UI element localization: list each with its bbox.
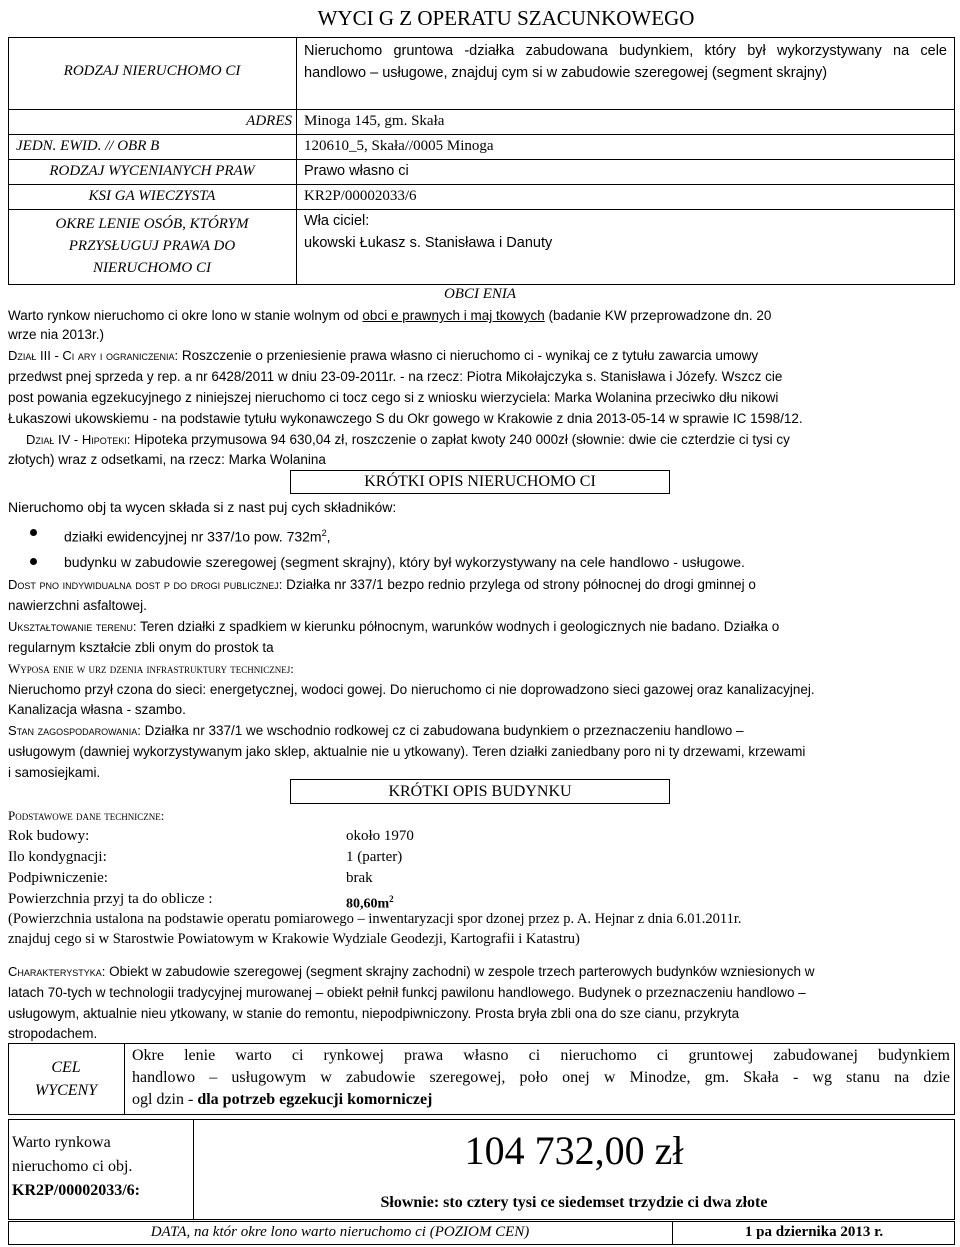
wartosc-slownie: Słownie: sto cztery tysi ce siedemset trzydzie ci dwa złote <box>380 1194 768 1211</box>
label-adres: ADRES <box>246 113 292 129</box>
section-title-opis-nieruchomosci: KRÓTKI OPIS NIERUCHOMO CI <box>290 470 670 494</box>
label-ksiega-wieczysta: KSI GA WIECZYSTA <box>88 188 216 204</box>
dzial-3-line-2: przedwst pnej sprzeda y rep. a nr 6428/2011 w dniu 23-09-2011r. - na rzecz: Piotra Mikołajczyka s. Stanisława i Józefy. Wszcz cie <box>8 369 783 384</box>
opis-nieruchomosci-item-2: budynku w zabudowie szeregowej (segment skrajny), który był wykorzystywany na cele handlowo - usługowe. <box>64 554 745 570</box>
charakterystyka-label: Charakterystyka: <box>8 964 106 979</box>
section-title-obciazenia: OBCI ENIA <box>443 286 517 302</box>
value-adres: Minoga 145, gm. Skała <box>304 113 445 129</box>
dane-rok-budowy-key: Rok budowy: <box>8 828 90 844</box>
value-wlasciciel-label: Wła ciciel: <box>304 213 370 229</box>
dzial-3-line-3: post powania egzekucyjnego z niniejszej nieruchomo ci tocz cego si z wniosku wierzyciela: Marka Wolanina przeciwko dłu nikowi <box>8 390 779 405</box>
dzial-4-line-2: złotych) wraz z odsetkami, na rzecz: Marka Wolanina <box>8 452 326 467</box>
value-wlasciciel: ukowski Łukasz s. Stanisława i Danuty <box>304 235 553 251</box>
powierzchnia-note-1: (Powierzchnia ustalona na podstawie operatu pomiarowego – inwentaryzacji spor dzonej przez p. A. Hejnar z dnia 6.01.2011r. <box>8 911 742 927</box>
dzial-4-label: Dział IV - Hipoteki: <box>26 432 131 447</box>
obciazenia-text-2: wrze nia 2013r.) <box>8 327 105 342</box>
charakterystyka-line-4: stropodachem. <box>8 1026 98 1041</box>
section-title-opis-budynku: KRÓTKI OPIS BUDYNKU <box>290 779 670 804</box>
dzial-4-line-1: Dział IV - Hipoteki: Hipoteka przymusowa 94 630,04 zł, roszczenie o zapłat kwoty 240 000zł (słownie: dwie cie czterdzie ci tysi cy <box>26 432 790 447</box>
dzial-3-line-4: Łukaszowi ukowskiemu - na podstawie tytułu wykonawczego S du Okr gowego w Krakowie z dnia 2013-05-14 w sprawie IC 1598/12. <box>8 411 803 426</box>
uksztaltowanie-label: Ukształtowanie terenu: <box>8 619 137 634</box>
bullet-icon <box>30 558 37 565</box>
dostepnosc-line-1: Dost pno indywidualna dost p do drogi publicznej: Działka nr 337/1 bezpo rednio przylega od strony północnej do drogi gminnej o <box>8 577 756 592</box>
dzial-3-label: Dział III - Ci ary i ograniczenia: <box>8 348 179 363</box>
cel-wyceny-label: CEL WYCENY <box>34 1059 98 1099</box>
value-ksiega-wieczysta: KR2P/00002033/6 <box>304 188 417 204</box>
footer-label: DATA, na któr okre lono warto nieruchomo ci (POZIOM CEN) <box>150 1224 530 1240</box>
bullet-icon <box>30 529 37 536</box>
info-table <box>8 37 955 285</box>
cel-wyceny-text: Okre lenie warto ci rynkowej prawa własno ci nieruchomo ci gruntowej zabudowanej budynkiem handlowo – usługowym w zabudowie szeregowej, poło onej w Minodze, gm. Skała - wg stanu na dzie ogl dzin - dla potrzeb egzekucji komorniczej <box>132 1047 950 1108</box>
wartosc-value: 104 732,00 zł <box>464 1128 684 1173</box>
dane-techniczne-label: Podstawowe dane techniczne: <box>8 808 165 823</box>
dane-podpiwniczenie-value: brak <box>346 870 373 886</box>
charakterystyka-line-3: usługowym, aktualnie nieu ytkowany, w stanie do remontu, niepodpiwniczony. Prosta bryła zbli ona do sze cianu, przykryta <box>8 1006 740 1021</box>
stan-line-3: i samosiejkami. <box>8 765 101 780</box>
value-rodzaj-nieruchomosci: Nieruchomo gruntowa -działka zabudowana budynkiem, który był wykorzystywany na cele handlowo – usługowe, znajduj cym si w zabudowie szeregowej (segment skrajny) <box>304 43 947 81</box>
wartosc-label: Warto rynkowa nieruchomo ci obj. KR2P/00002033/6: <box>12 1134 140 1199</box>
charakterystyka-line-2: latach 70-tych w technologii tradycyjnej murowanej – obiekt pełnił funkcj pawilonu handlowego. Budynek o przeznaczeniu handlowo – <box>8 985 806 1000</box>
document-title: WYCI G Z OPERATU SZACUNKOWEGO <box>317 6 695 30</box>
stan-label: Stan zagospodarowania: <box>8 723 141 738</box>
dane-rok-budowy-value: około 1970 <box>346 828 414 844</box>
dane-powierzchnia-value: $80,60m^2$ <box>346 894 394 912</box>
uksztaltowanie-line-1: Ukształtowanie terenu: Teren działki z spadkiem w kierunku północnym, warunków wodnych i geologicznych nie badano. Działka o <box>8 619 780 634</box>
dane-kondygnacje-value: 1 (parter) <box>346 849 403 865</box>
wyposazenie-label: Wyposa enie w urz dzenia infrastruktury technicznej: <box>8 661 294 676</box>
dzial-3-line-1: Dział III - Ci ary i ograniczenia: Roszczenie o przeniesienie prawa własno ci nieruchomo ci - wynikaj ce z tytułu zawarcia umowy <box>8 348 759 363</box>
dane-powierzchnia-key: Powierzchnia przyj ta do oblicze : <box>8 891 213 907</box>
wyposazenie-line-2: Kanalizacja własna - szambo. <box>8 702 186 717</box>
dane-kondygnacje-key: Ilo kondygnacji: <box>8 849 107 865</box>
value-rodzaj-praw: Prawo własno ci <box>304 163 409 179</box>
label-osoby-prawa: OKRE LENIE OSÓB, KTÓRYM PRZYSŁUGUJ PRAWA DO NIERUCHOMO CI <box>55 216 249 276</box>
powierzchnia-note-2: znajduj cego si w Starostwie Powiatowym w Krakowie Wydziale Geodezji, Kartografii i Katastru) <box>8 931 580 947</box>
dostepnosc-label: Dost pno indywidualna dost p do drogi publicznej: <box>8 577 283 592</box>
dostepnosc-line-2: nawierzchni asfaltowej. <box>8 598 147 613</box>
label-rodzaj-praw: RODZAJ WYCENIANYCH PRAW <box>49 163 255 179</box>
dane-podpiwniczenie-key: Podpiwniczenie: <box>8 870 108 886</box>
stan-line-2: usługowym (dawniej wykorzystywanym jako sklep, aktualnie nie u ytkowany). Teren działki zaniedbany poro ni ty drzewami, krzewami <box>8 744 806 759</box>
uksztaltowanie-line-2: regularnym kształcie zbli onym do prostok ta <box>8 640 274 655</box>
wyposazenie-line-1: Nieruchomo przył czona do sieci: energetycznej, wodoci gowej. Do nieruchomo ci nie doprowadzono sieci gazowej oraz kanalizacyjnej. <box>8 682 815 697</box>
stan-line-1: Stan zagospodarowania: Działka nr 337/1 we wschodnio rodkowej cz ci zabudowana budynkiem o przeznaczeniu handlowo – <box>8 723 744 738</box>
obciazenia-text: Warto rynkow nieruchomo ci okre lono w stanie wolnym od obci e prawnych i maj tkowych (badanie KW przeprowadzone dn. 20 <box>8 308 772 323</box>
footer-date: 1 pa dziernika 2013 r. <box>744 1224 884 1240</box>
label-rodzaj-nieruchomosci: RODZAJ NIERUCHOMO CI <box>63 63 241 79</box>
value-jedn-ewid: 120610_5, Skała//0005 Minoga <box>304 138 494 154</box>
opis-nieruchomosci-intro: Nieruchomo obj ta wycen składa si z nast puj cych składników: <box>8 499 397 515</box>
opis-nieruchomosci-item-1: działki ewidencyjnej nr 337/1o pow. $732m^2$, <box>64 528 331 545</box>
label-jedn-ewid: JEDN. EWID. // OBR B <box>16 138 160 154</box>
charakterystyka-line-1: Charakterystyka: Obiekt w zabudowie szeregowej (segment skrajny zachodni) w zespole trzech parterowych budynków wzniesionych w <box>8 964 815 979</box>
